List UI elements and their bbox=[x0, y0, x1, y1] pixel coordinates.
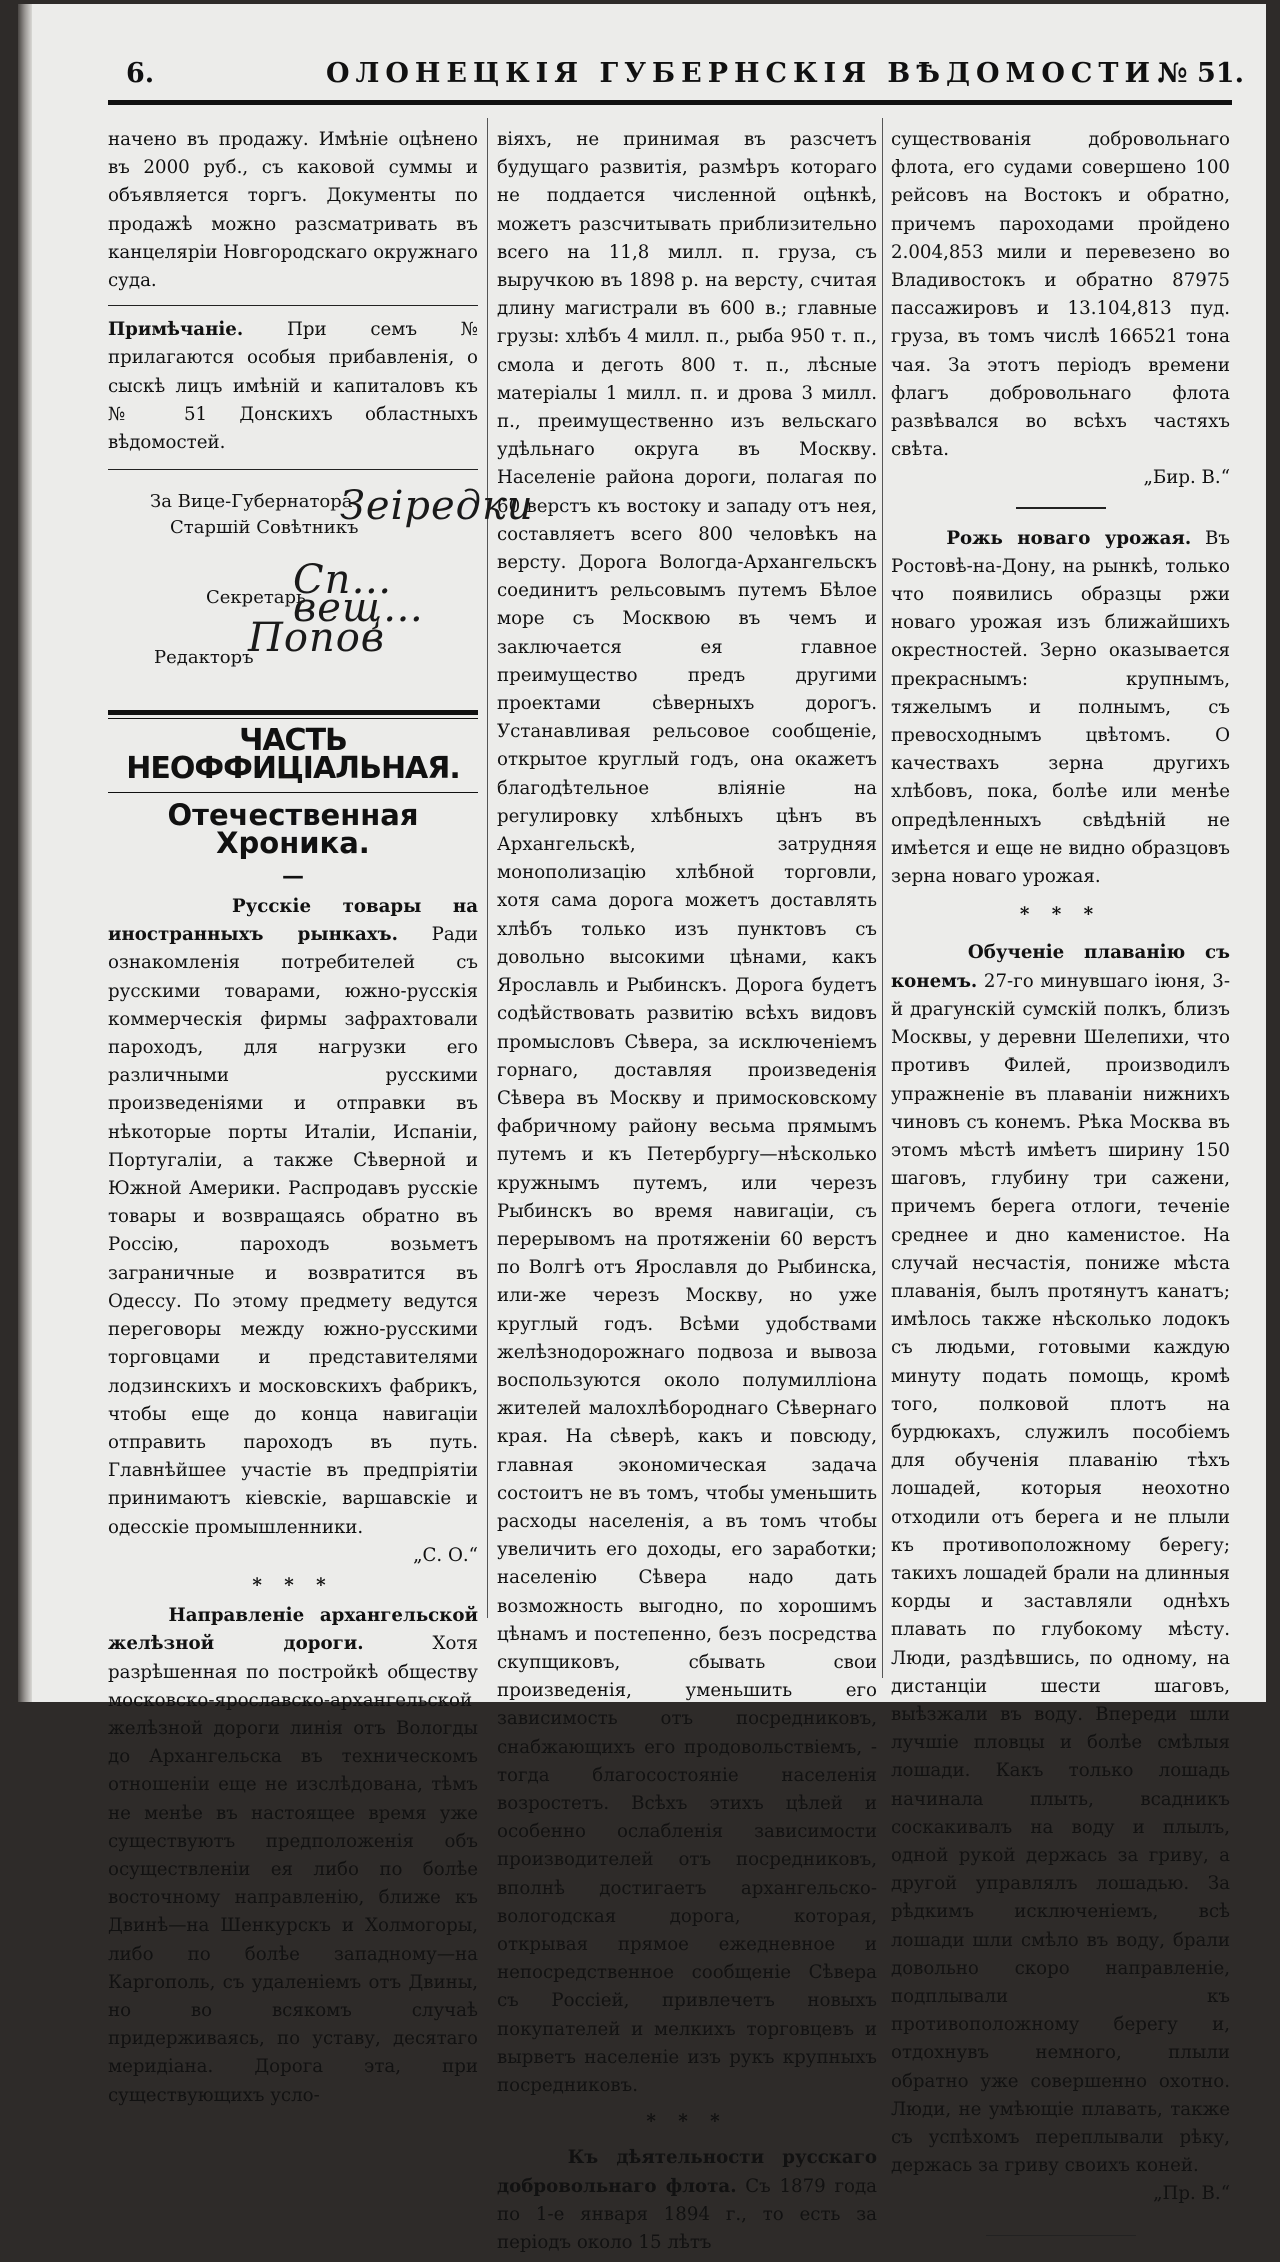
stars-separator: * * * bbox=[1019, 904, 1102, 926]
senior-councillor-label: Старшій Совѣтникъ bbox=[170, 517, 359, 539]
header-rule bbox=[108, 100, 1232, 105]
article-volunteer-fleet bbox=[497, 2144, 877, 2257]
signature-block bbox=[108, 470, 534, 710]
editor-signature: Попов bbox=[248, 615, 386, 662]
vice-governor-label: За Вице-Губернатора bbox=[150, 491, 353, 513]
article-text: Съ 1879 года по 1-е января 1894 г., то есть за періодъ около 15 лѣтъ bbox=[497, 2175, 877, 2254]
article-text: Ради ознакомленія потребителей съ русскими товарами, южно-русскія коммерческія фирмы зафрахтовали пароходъ, для нагрузки его различными русскими произведеніями и отправки въ нѣкоторые порты Италіи, Испаніи, Португаліи, а также Сѣверной и Южной Америки. Распродавъ русскіе товары и возвращаясь обратно въ Россію, пароходъ возьметъ заграничные и возвратится въ Одессу. По этому предмету ведутся переговоры между южно-русскими торговцами и представителями лодзинскихъ и московскихъ фабрикъ, чтобы еще до конца навигаціи отправить пароходъ въ путь. Главнѣйшее участіе въ предпріятіи принимаютъ кіевскіе, варшавскіе и одесскіе промышленники. bbox=[108, 924, 478, 1538]
divider bbox=[108, 305, 478, 306]
article-source: „Пр. В.“ bbox=[1153, 2183, 1230, 2205]
article-rye-harvest bbox=[891, 525, 1230, 892]
article-text: 27-го минувшаго іюня, 3-й драгунскій сумскій полкъ, близъ Москвы, у деревни Шелепихи, что противъ Филей, производилъ упражненіе въ плаваніи нижнихъ чиновъ съ конемъ. Рѣка Москва въ этомъ мѣстѣ имѣетъ ширину 150 шаговъ, глубину три сажени, причемъ берега отлоги, теченіе среднее и дно каменистое. На случай несчастія, пониже мѣста плаванія, былъ протянутъ канатъ; имѣлось также нѣсколько лодокъ съ людьми, готовыми каждую минуту подать помощь, кромѣ того, полковой плотъ на бурдюкахъ, служилъ пособіемъ для обученія плаванію тѣхъ лошадей, которыя неохотно отходили отъ берега и не плыли къ противоположному берегу; такихъ лошадей брали на длинныя корды и заставляли однѣхъ плавать по глубокому мѣсту. Люди, раздѣвшись, по одному, на дистанціи шести шаговъ, выѣзжали въ воду. Впереди шли лучшіе пловцы и болѣе смѣлыя лошади. Какъ только лошадь начинала плыть, всадникъ соскакивалъ на воду и плылъ, одной рукой держась за гриву, а другой управлялъ лошадью. За рѣдкимъ исключеніемъ, всѣ лошади шли смѣло въ воду, брали довольно скоро направленіе, подплывали къ противоположному берегу и, отдохнувъ немного, плыли обратно уже совершенно охотно. Люди, не умѣющіе плавать, также съ успѣхомъ переплывали рѣку, держась за гриву своихъ коней. bbox=[891, 970, 1230, 2177]
note-label: Примѣчаніе. bbox=[108, 319, 244, 341]
column-divider bbox=[487, 118, 488, 1618]
section-rule bbox=[108, 792, 478, 793]
article-volunteer-fleet-continued: существованія добровольнаго флота, его судами совершено 100 рейсовъ на Востокъ и обратно, причемъ пароходами пройдено 2.004,853 мили и перевезено во Владивостокъ и обратно 87975 пассажировъ и 13.104,813 пуд. груза, въ томъ числѣ 166521 тона чая. За этотъ періодъ времени флагъ добровольнаго флота развѣвался во всѣхъ частяхъ свѣта. bbox=[891, 129, 1230, 461]
newspaper-title: ОЛОНЕЦКІЯ ГУБЕРНСКІЯ ВѢДОМОСТИ. bbox=[326, 58, 1172, 89]
article-text: Въ Ростовѣ-на-Дону, на рынкѣ, только что появились образцы ржи новаго урожая изъ ближайшихъ окрестностей. Зерно оказывается прекраснымъ: крупнымъ, тяжелымъ и полнымъ, съ превосходнымъ цвѣтомъ. О качествахъ зерна другихъ хлѣбовъ, пока, болѣе или менѣе опредѣленныхъ свѣдѣній не имѣется и еще не видно образцовъ зерна новаго урожая. bbox=[891, 527, 1230, 888]
page-header bbox=[126, 58, 1244, 94]
article-text: Хотя разрѣшенная по постройкѣ обществу московско-ярославско-архангельской желѣзной дороги линія отъ Вологды до Архангельска въ техническомъ отношеніи еще не изслѣдована, тѣмъ не менѣе въ настоящее время уже существуютъ предположенія объ осуществленіи ея либо по болѣе восточному направленію, ближе къ Двинѣ—на Шенкурскъ и Холмогоры, либо по болѣе западному—на Каргополь, съ удаленіемъ отъ Двины, но во всякомъ случаѣ придерживаясь, по уставу, десятаго меридіана. Дорога эта, при существующихъ усло- bbox=[108, 1633, 478, 2106]
page-spine bbox=[18, 4, 32, 1702]
editor-label: Редакторъ bbox=[154, 647, 254, 669]
article-title: Обученіе плаванію съ конемъ. bbox=[891, 942, 1230, 992]
column-divider bbox=[882, 118, 883, 1678]
section-rule bbox=[108, 718, 478, 719]
article-railway bbox=[108, 1602, 478, 2110]
article-title: Къ дѣятельности русскаго добровольнаго флота. bbox=[497, 2147, 877, 2197]
article-title: Рожь новаго урожая. bbox=[946, 527, 1192, 549]
vice-governor-signature: Зеiредки bbox=[340, 483, 534, 530]
article-railway-continued: віяхъ, не принимая въ разсчетъ будущаго развитія, размѣръ котораго не поддается численной оцѣнкѣ, можетъ разсчитывать приблизительно всего на 11,8 милл. п. груза, съ выручкою въ 1898 р. на версту, считая длину магистрали въ 600 в.; главные грузы: хлѣбъ 4 милл. п., рыба 950 т. п., смола и деготь 800 т. п., лѣсные матеріалы 1 милл. п. и дрова 3 милл. п., преимущественно изъ вельскаго удѣльнаго округа въ Москву. Населеніе района дороги, полагая по 60 верстъ къ востоку и западу отъ нея, составляетъ всего 800 человѣкъ на версту. Дорога Вологда-Архангельскъ соединитъ рельсовымъ путемъ Бѣлое море съ Москвою въ чемъ и заключается ея главное преимущество предъ другими проектами сѣверныхъ дорогъ. Устанавливая рельсовое сообщеніе, открытое круглый годъ, она окажетъ благодѣтельное вліяніе на регулировку хлѣбныхъ цѣнъ въ Архангельскѣ, затрудняя монополизацію хлѣбной торговли, хотя сама дорога можетъ доставлять хлѣбъ только изъ пунктовъ съ довольно высокими цѣнами, какъ Ярославль и Рыбинскъ. Дорога будетъ содѣйствовать развитію всѣхъ видовъ промысловъ Сѣвера, за исключеніемъ горнаго, доставляя произведенія Сѣвера въ Москву и примосковскому фабричному району весьма прямымъ путемъ и къ Петербургу—нѣсколько кружнымъ путемъ, или черезъ Рыбинскъ во время навигаціи, съ перерывомъ на протяженіи 60 верстъ по Волгѣ отъ Ярославля до Рыбинска, или-же черезъ Москву, но уже круглый годъ. Всѣми удобствами желѣзнодорожнаго подвоза и вывоза воспользуются около полумилліона жителей малохлѣбороднаго Сѣвернаго края. На сѣверѣ, какъ и повсюду, главная экономическая задача состоитъ не въ томъ, чтобы уменьшить расходы населенія, а въ томъ чтобы увеличить его доходы, его заработки; населенію Сѣвера надо дать возможность выгодно, по хорошимъ цѣнамъ и постепенно, безъ посредства скупщиковъ, сбывать свои произведенія, уменьшить его зависимость отъ посредниковъ, снабжающихъ его продовольствіемъ, - тогда благосостояніе населенія возростетъ. Всѣхъ этихъ цѣлей и особенно ослабленія зависимости производителей отъ посредниковъ, вполнѣ достигаетъ архангельско-вологодская дорога, которая, открывая прямое ежедневное и непосредственное сообщеніе Сѣвера съ Россіей, привлечетъ новыхъ покупателей и мелкихъ торговцевъ и вырветъ населеніе изъ рукъ крупныхъ посредниковъ. bbox=[497, 129, 877, 2097]
chronicle-title: Отечественная Хроника. bbox=[167, 797, 419, 860]
article-title: Направленіе архангельской желѣзной дороги. bbox=[108, 1605, 478, 1655]
article-source: „С. О.“ bbox=[413, 1544, 478, 1566]
stars-separator: * * * bbox=[646, 2111, 728, 2133]
column-1 bbox=[108, 126, 534, 2110]
divider bbox=[986, 2235, 1136, 2236]
article-russian-goods bbox=[108, 893, 478, 1542]
sale-notice: начено въ продажу. Имѣніе оцѣнено въ 2000 руб., съ каковой суммы и объявляется торгъ. Документы по продажѣ можно разсматривать въ канцеляріи Новгородскаго окружнаго суда. bbox=[108, 129, 478, 292]
secretary-signature: Сп…вещ… bbox=[293, 557, 424, 632]
divider bbox=[1016, 507, 1106, 509]
column-2 bbox=[497, 126, 877, 2257]
article-horse-swimming bbox=[891, 939, 1230, 2180]
page-number: 6. bbox=[126, 58, 155, 89]
note-paragraph bbox=[108, 316, 478, 457]
article-title: Русскіе товары на иностранныхъ рынкахъ. bbox=[108, 896, 478, 946]
note-text: При семъ № прилагаются особыя прибавленія, о сыскѣ лицъ имѣній и капиталовъ къ № 51 Донскихъ областныхъ вѣдомостей. bbox=[108, 319, 478, 454]
column-3 bbox=[891, 126, 1230, 2262]
secretary-label: Секретарь bbox=[206, 587, 306, 609]
article-source: „Бир. В.“ bbox=[1143, 467, 1230, 489]
stars-separator: * * * bbox=[252, 1574, 334, 1596]
section-rule bbox=[108, 710, 478, 715]
issue-number: № 51. bbox=[1158, 58, 1244, 89]
part-title: ЧАСТЬ НЕОФФИЦІАЛЬНАЯ. bbox=[126, 723, 460, 787]
dash-separator: — bbox=[282, 863, 304, 890]
